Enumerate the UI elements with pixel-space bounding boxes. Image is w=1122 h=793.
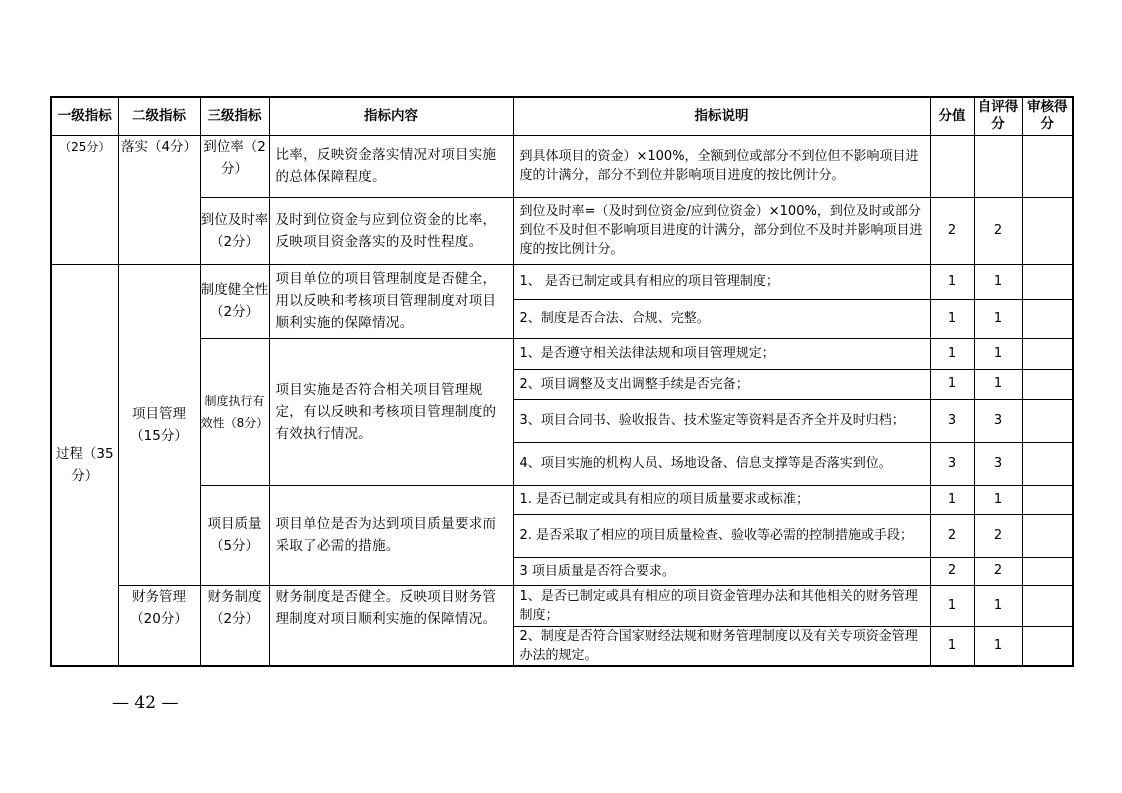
score-cell: 1 bbox=[930, 299, 974, 338]
audit-score-cell bbox=[1022, 442, 1073, 485]
score-cell: 3 bbox=[930, 399, 974, 442]
self-score-cell: 1 bbox=[974, 626, 1022, 666]
self-score-cell: 3 bbox=[974, 399, 1022, 442]
score-cell: 1 bbox=[930, 338, 974, 369]
level3-cell: 到位及时率（2分） bbox=[200, 197, 269, 264]
score-cell: 1 bbox=[930, 485, 974, 514]
description-cell: 1、 是否已制定或具有相应的项目管理制度； bbox=[513, 264, 930, 299]
description-cell: 2、制度是否合法、合规、完整。 bbox=[513, 299, 930, 338]
level2-cell: 落实（4分） bbox=[118, 135, 200, 264]
score-cell: 3 bbox=[930, 442, 974, 485]
table-row bbox=[51, 197, 1073, 264]
description-cell: 2. 是否采取了相应的项目质量检查、验收等必需的控制措施或手段； bbox=[513, 514, 930, 557]
score-cell: 1 bbox=[930, 585, 974, 626]
content-cell: 及时到位资金与应到位资金的比率，反映项目资金落实的及时性程度。 bbox=[269, 197, 513, 264]
header-self-score: 自评得分 bbox=[974, 97, 1022, 135]
self-score-cell: 1 bbox=[974, 264, 1022, 299]
header-row bbox=[51, 97, 1073, 135]
audit-score-cell bbox=[1022, 514, 1073, 557]
score-cell: 1 bbox=[930, 626, 974, 666]
self-score-cell: 2 bbox=[974, 557, 1022, 585]
description-cell: 1. 是否已制定或具有相应的项目质量要求或标准； bbox=[513, 485, 930, 514]
table-row bbox=[51, 485, 1073, 514]
content-cell: 比率，反映资金落实情况对项目实施的总体保障程度。 bbox=[269, 135, 513, 197]
description-cell: 到位及时率=（及时到位资金/应到位资金）×100%，到位及时或部分到位不及时但不影响项目进度的计满分，部分到位不及时并影响项目进度的按比例计分。 bbox=[513, 197, 930, 264]
description-cell: 1、是否已制定或具有相应的项目资金管理办法和其他相关的财务管理制度； bbox=[513, 585, 930, 626]
description-cell: 2、项目调整及支出调整手续是否完备； bbox=[513, 369, 930, 399]
description-cell: 1、是否遵守相关法律法规和项目管理规定； bbox=[513, 338, 930, 369]
level1-cell: 过程（35分） bbox=[51, 264, 118, 666]
level3-cell: 制度健全性（2分） bbox=[200, 264, 269, 338]
score-cell bbox=[930, 135, 974, 197]
level3-cell: 项目质量（5分） bbox=[200, 485, 269, 585]
header-level2: 二级指标 bbox=[118, 97, 200, 135]
audit-score-cell bbox=[1022, 485, 1073, 514]
self-score-cell: 2 bbox=[974, 197, 1022, 264]
header-score: 分值 bbox=[930, 97, 974, 135]
content-cell: 财务制度是否健全。反映项目财务管理制度对项目顺利实施的保障情况。 bbox=[269, 585, 513, 666]
audit-score-cell bbox=[1022, 399, 1073, 442]
level3-label: 制度执行有效性（8分） bbox=[200, 393, 269, 430]
level2-cell: 项目管理（15分） bbox=[118, 264, 200, 585]
header-level1: 一级指标 bbox=[51, 97, 118, 135]
table-row bbox=[51, 585, 1073, 626]
level2-cell: 财务管理（20分） bbox=[118, 585, 200, 666]
self-score-cell: 3 bbox=[974, 442, 1022, 485]
audit-score-cell bbox=[1022, 264, 1073, 299]
table-row bbox=[51, 338, 1073, 369]
level3-cell bbox=[200, 338, 269, 485]
content-cell: 项目单位是否为达到项目质量要求而采取了必需的措施。 bbox=[269, 485, 513, 585]
audit-score-cell bbox=[1022, 585, 1073, 626]
description-cell: 2、制度是否符合国家财经法规和财务管理制度以及有关专项资金管理办法的规定。 bbox=[513, 626, 930, 666]
header-audit-score: 审核得分 bbox=[1022, 97, 1073, 135]
audit-score-cell bbox=[1022, 626, 1073, 666]
self-score-cell: 1 bbox=[974, 585, 1022, 626]
self-score-cell bbox=[974, 135, 1022, 197]
level1-cell: （25分） bbox=[51, 135, 118, 264]
self-score-cell: 1 bbox=[974, 299, 1022, 338]
content-cell: 项目实施是否符合相关项目管理规定，有以反映和考核项目管理制度的有效执行情况。 bbox=[269, 338, 513, 485]
description-cell: 3 项目质量是否符合要求。 bbox=[513, 557, 930, 585]
score-cell: 2 bbox=[930, 514, 974, 557]
description-cell: 4、项目实施的机构人员、场地设备、信息支撑等是否落实到位。 bbox=[513, 442, 930, 485]
score-cell: 2 bbox=[930, 197, 974, 264]
audit-score-cell bbox=[1022, 338, 1073, 369]
evaluation-table bbox=[50, 96, 1074, 667]
self-score-cell: 2 bbox=[974, 514, 1022, 557]
audit-score-cell bbox=[1022, 369, 1073, 399]
page-number: — 42 — bbox=[112, 693, 179, 713]
audit-score-cell bbox=[1022, 135, 1073, 197]
score-cell: 1 bbox=[930, 369, 974, 399]
audit-score-cell bbox=[1022, 557, 1073, 585]
content-cell: 项目单位的项目管理制度是否健全，用以反映和考核项目管理制度对项目顺利实施的保障情况。 bbox=[269, 264, 513, 338]
header-description: 指标说明 bbox=[513, 97, 930, 135]
description-cell: 到具体项目的资金）×100%，全额到位或部分不到位但不影响项目进度的计满分，部分不到位并影响项目进度的按比例计分。 bbox=[513, 135, 930, 197]
score-cell: 2 bbox=[930, 557, 974, 585]
level3-cell: 财务制度（2分） bbox=[200, 585, 269, 666]
description-cell: 3、项目合同书、验收报告、技术鉴定等资料是否齐全并及时归档； bbox=[513, 399, 930, 442]
table-row bbox=[51, 264, 1073, 299]
self-score-cell: 1 bbox=[974, 338, 1022, 369]
header-level3: 三级指标 bbox=[200, 97, 269, 135]
self-score-cell: 1 bbox=[974, 369, 1022, 399]
header-content: 指标内容 bbox=[269, 97, 513, 135]
audit-score-cell bbox=[1022, 299, 1073, 338]
score-cell: 1 bbox=[930, 264, 974, 299]
audit-score-cell bbox=[1022, 197, 1073, 264]
table-row bbox=[51, 135, 1073, 197]
level3-cell: 到位率（2分） bbox=[200, 135, 269, 197]
self-score-cell: 1 bbox=[974, 485, 1022, 514]
